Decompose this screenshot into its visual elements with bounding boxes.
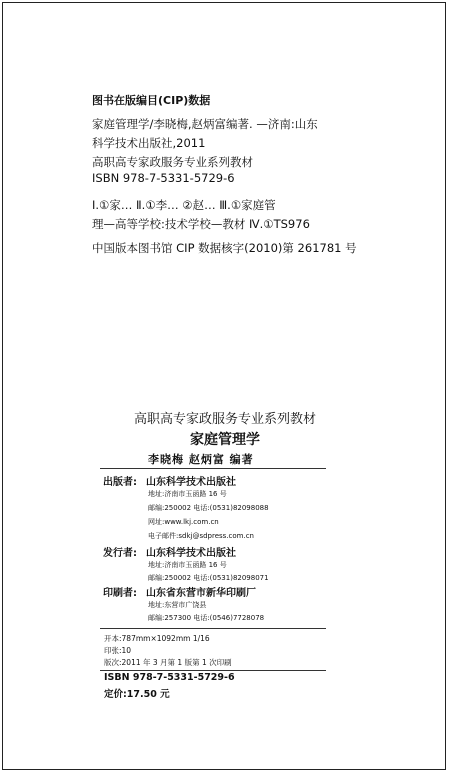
- printer-label: 印刷者:: [103, 588, 137, 599]
- series-name: 高职高专家政服务专业系列教材: [133, 412, 316, 427]
- edition-spec: 版次:2011 年 3 月第 1 版第 1 次印刷: [104, 658, 232, 667]
- price: 定价:17.50 元: [104, 689, 170, 700]
- distributor-postcode-phone: 邮编:250002 电话:(0531)82098071: [148, 574, 269, 582]
- publisher-address: 地址:济南市玉函路 16 号: [148, 490, 227, 498]
- isbn-divider: [100, 670, 326, 671]
- printer-name: 山东省东营市新华印刷厂: [146, 588, 256, 599]
- cip-line-1: 家庭管理学/李晓梅,赵炳富编著. —济南:山东: [92, 117, 318, 131]
- publisher-name: 山东科学技术出版社: [146, 477, 236, 488]
- book-title: 家庭管理学: [190, 432, 260, 448]
- distributor-name: 山东科学技术出版社: [146, 548, 236, 559]
- cip-isbn: ISBN 978-7-5331-5729-6: [92, 171, 235, 185]
- specs-divider: [100, 628, 326, 629]
- title-divider: [100, 468, 326, 469]
- cip-title: 图书在版编目(CIP)数据: [92, 94, 211, 107]
- isbn: ISBN 978-7-5331-5729-6: [104, 672, 235, 683]
- distributor-label: 发行者:: [103, 548, 137, 559]
- authors: 李晓梅 赵炳富 编著: [148, 453, 254, 466]
- distributor-address: 地址:济南市玉函路 16 号: [148, 561, 227, 569]
- publisher-email: 电子邮件:sdkj@sdpress.com.cn: [148, 532, 254, 540]
- printer-address: 地址:东营市广饶县: [148, 601, 207, 609]
- cip-line-3: 高职高专家政服务专业系列教材: [92, 155, 253, 169]
- publisher-website: 网址:www.lkj.com.cn: [148, 518, 219, 526]
- sheets-spec: 印张:10: [104, 646, 132, 655]
- publisher-label: 出版者:: [103, 477, 137, 488]
- format-spec: 开本:787mm×1092mm 1/16: [104, 634, 210, 643]
- printer-postcode-phone: 邮编:257300 电话:(0546)7728078: [148, 614, 265, 622]
- cip-record-number: 中国版本图书馆 CIP 数据核字(2010)第 261781 号: [92, 241, 357, 255]
- cip-classification-1: Ⅰ.①家… Ⅱ.①李… ②赵… Ⅲ.①家庭管: [92, 198, 276, 212]
- cip-classification-2: 理—高等学校:技术学校—教材 Ⅳ.①TS976: [92, 217, 310, 231]
- cip-line-2: 科学技术出版社,2011: [92, 136, 206, 150]
- publisher-postcode-phone: 邮编:250002 电话:(0531)82098088: [148, 504, 269, 512]
